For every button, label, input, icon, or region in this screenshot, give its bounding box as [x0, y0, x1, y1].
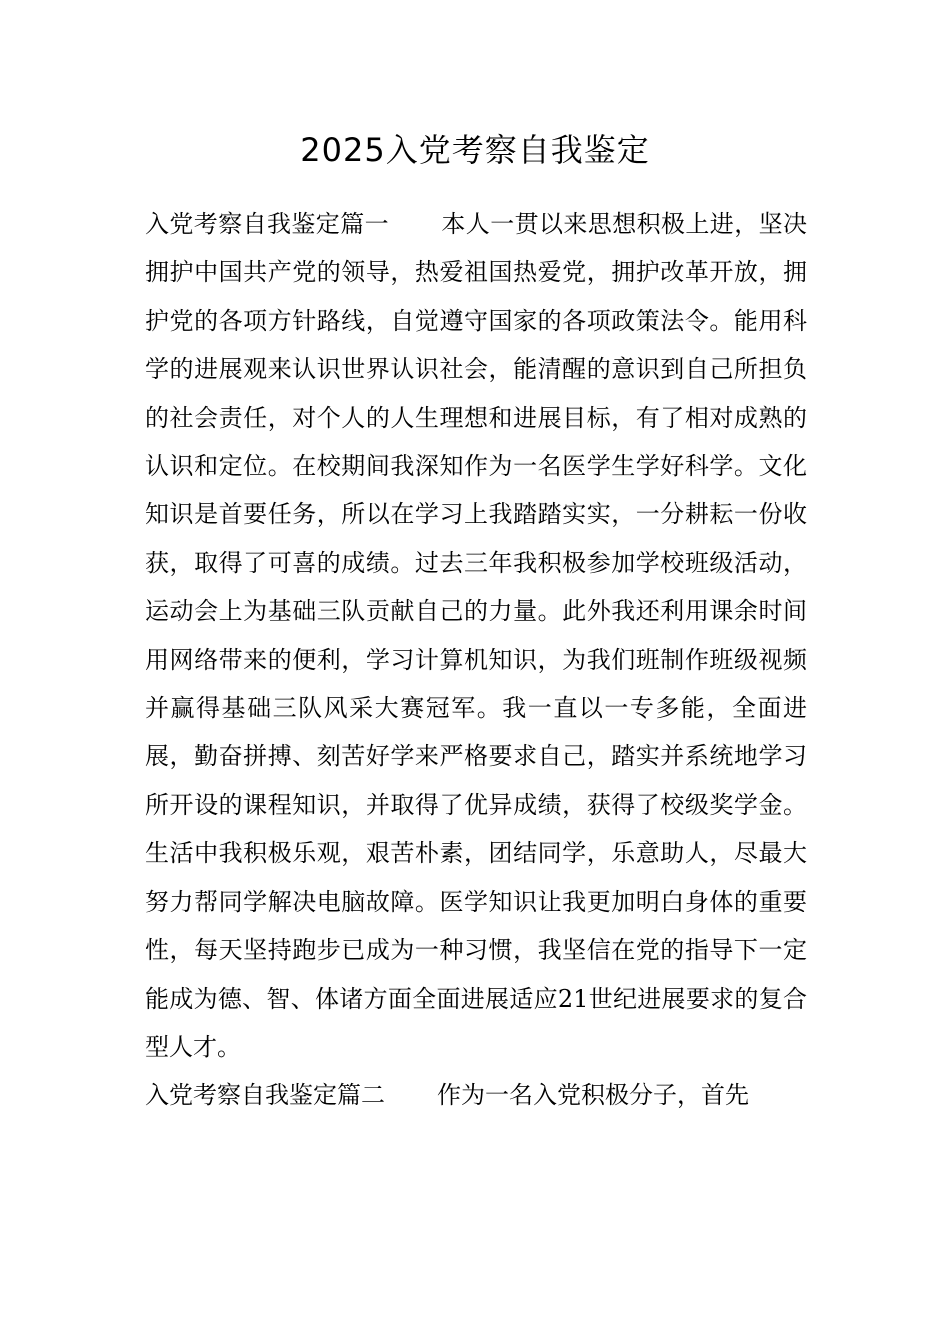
section-1-paragraph — [145, 200, 807, 1071]
section-2-paragraph — [145, 1071, 807, 1119]
document-body — [145, 200, 807, 1120]
section-2-text: 作为一名入党积极分子，首先 — [437, 1081, 749, 1110]
section-1-heading: 入党考察自我鉴定篇一 — [145, 210, 389, 238]
document-title: 2025入党考察自我鉴定 — [300, 131, 650, 169]
section-2-heading: 入党考察自我鉴定篇二 — [145, 1081, 385, 1110]
section-1-text: 本人一贯以来思想积极上进，坚决拥护中国共产党的领导，热爱祖国热爱党，拥护改革开放，拥护党的各项方针路线，自觉遵守国家的各项政策法令。能用科学的进展观来认识世界认识社会，能清醒的意识到自己所担负的社会责任，对个人的人生理想和进展目标，有了相对成熟的认识和定位。在校期间我深知作为一名医学生学好科学。文化知识是首要任务，所以在学习上我踏踏实实，一分耕耘一份收获，取得了可喜的成绩。过去三年我积极参加学校班级活动，运动会上为基础三队贡献自己的力量。此外我还利用课余时间用网络带来的便利，学习计算机知识，为我们班制作班级视频并赢得基础三队风采大赛冠军。我一直以一专多能，全面进展，勤奋拼搏、刻苦好学来严格要求自己，踏实并系统地学习所开设的课程知识，并取得了优异成绩，获得了校级奖学金。生活中我积极乐观，艰苦朴素，团结同学，乐意助人，尽最大努力帮同学解决电脑故障。医学知识让我更加明白身体的重要性，每天坚持跑步已成为一种习惯，我坚信在党的指导下一定能成为德、智、体诸方面全面进展适应21世纪进展要求的复合型人才。 — [145, 210, 807, 1061]
